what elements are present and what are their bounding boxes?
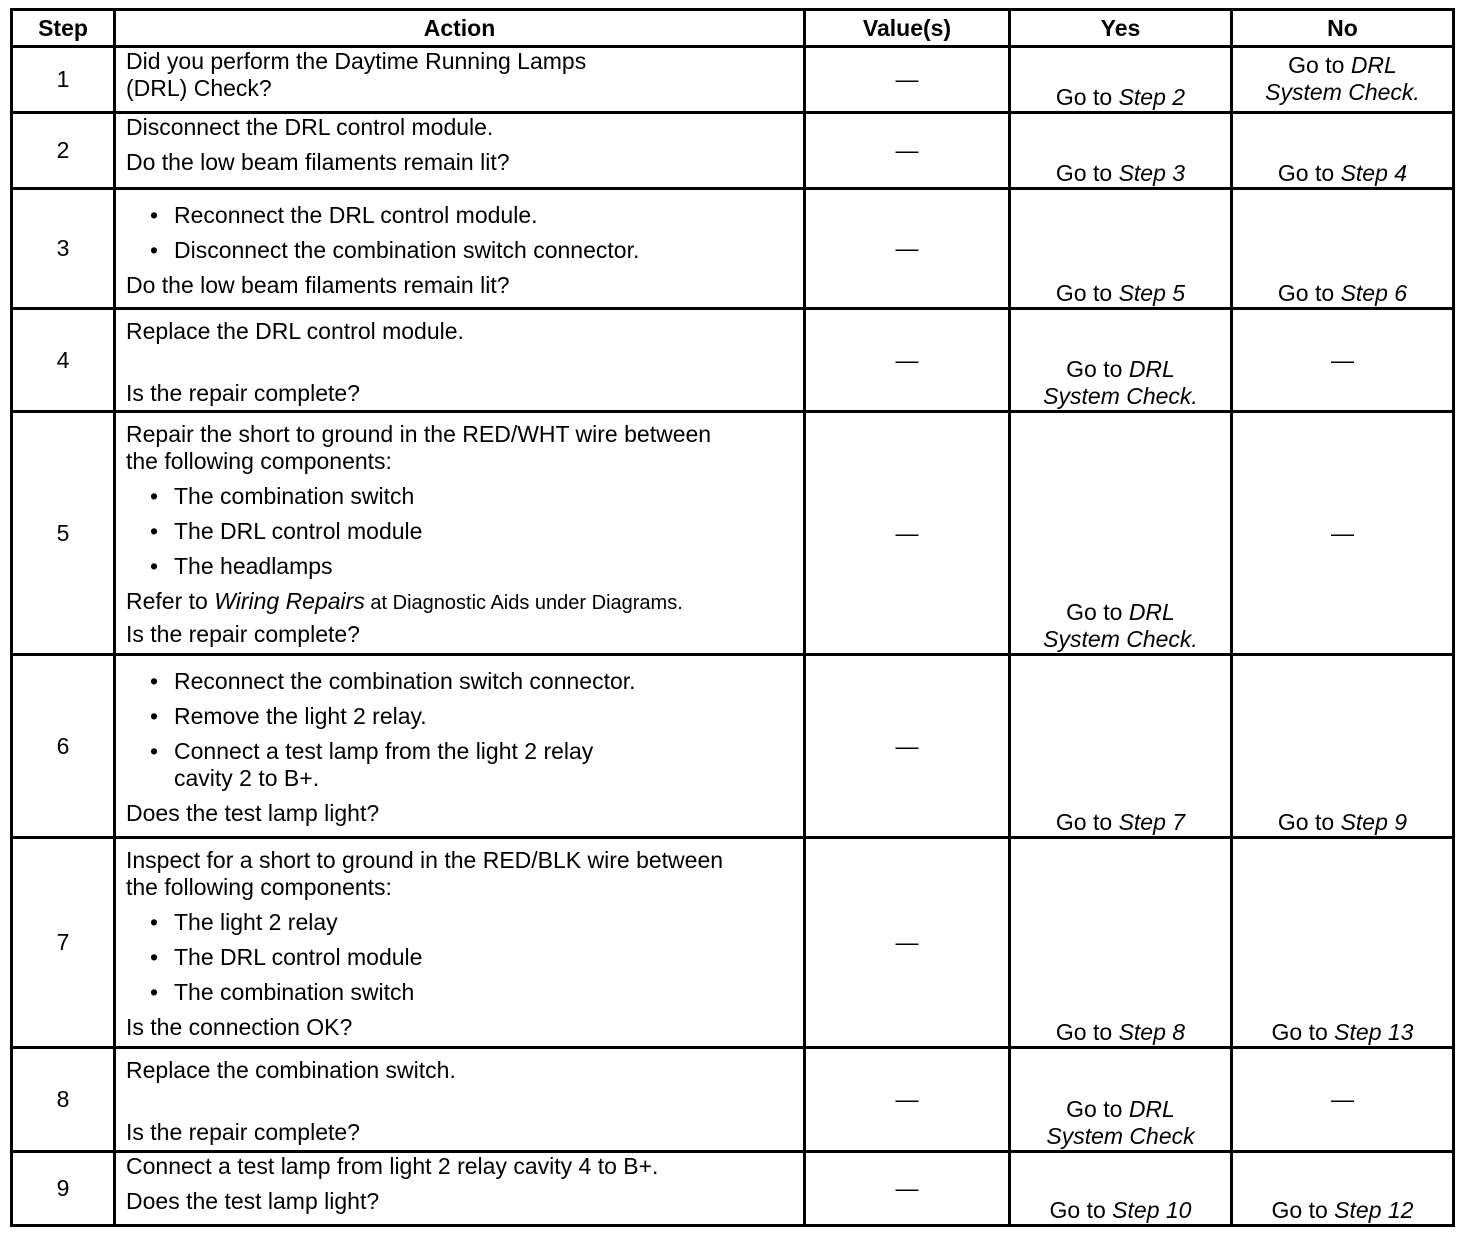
no-cell[interactable] xyxy=(1232,47,1454,113)
action-question: Does the test lamp light? xyxy=(126,1188,380,1214)
yes-cell[interactable] xyxy=(1010,1152,1232,1226)
no-cell[interactable] xyxy=(1232,655,1454,838)
bullet-item: • The DRL control module xyxy=(126,944,793,971)
action-text: Replace the DRL control module. xyxy=(126,318,464,344)
action-cell xyxy=(115,838,805,1048)
table-row xyxy=(12,412,1454,655)
step-number: 4 xyxy=(12,309,115,412)
table-row xyxy=(12,47,1454,113)
refer-prefix: Refer to xyxy=(126,588,215,614)
bullet-item: • The light 2 relay xyxy=(126,909,793,936)
bullet-item: • The DRL control module xyxy=(126,518,793,545)
yes-prefix: Go to xyxy=(1055,160,1119,186)
yes-cell[interactable] xyxy=(1010,189,1232,309)
table-row xyxy=(12,655,1454,838)
step-number: 5 xyxy=(12,412,115,655)
action-cell xyxy=(115,655,805,838)
value-cell: — xyxy=(805,1048,1010,1152)
bullet-item: • The combination switch xyxy=(126,979,793,1006)
action-text: the following components: xyxy=(126,448,392,474)
action-question: Is the repair complete? xyxy=(126,621,360,647)
action-question: Does the test lamp light? xyxy=(126,800,380,826)
value-cell: — xyxy=(805,113,1010,189)
action-cell xyxy=(115,1152,805,1226)
yes-link[interactable]: Step 10 xyxy=(1112,1197,1192,1223)
yes-link[interactable]: DRL xyxy=(1128,356,1175,382)
yes-cell[interactable] xyxy=(1010,309,1232,412)
action-cell xyxy=(115,412,805,655)
header-row xyxy=(12,10,1454,47)
no-prefix: Go to xyxy=(1277,809,1341,835)
table-row xyxy=(12,1048,1454,1152)
step-number: 2 xyxy=(12,113,115,189)
table-row xyxy=(12,309,1454,412)
action-question: Do the low beam filaments remain lit? xyxy=(126,149,510,175)
yes-prefix: Go to xyxy=(1049,1197,1113,1223)
yes-link[interactable]: Step 3 xyxy=(1118,160,1186,186)
header-yes: Yes xyxy=(1010,10,1232,47)
no-link[interactable]: Step 9 xyxy=(1340,809,1408,835)
yes-prefix: Go to xyxy=(1055,809,1119,835)
yes-cell[interactable] xyxy=(1010,655,1232,838)
step-number: 7 xyxy=(12,838,115,1048)
no-link[interactable]: Step 13 xyxy=(1334,1019,1414,1045)
yes-link[interactable]: DRL xyxy=(1128,599,1175,625)
refer-suffix: at Diagnostic Aids under Diagrams. xyxy=(364,592,683,614)
no-prefix: Go to xyxy=(1271,1197,1335,1223)
step-number: 3 xyxy=(12,189,115,309)
diagnostic-table xyxy=(10,8,1455,1227)
table-row xyxy=(12,838,1454,1048)
bullet-item: • Remove the light 2 relay. xyxy=(126,703,793,730)
bullet-item: • Disconnect the combination switch connector. xyxy=(126,237,793,264)
bullet-text: Connect a test lamp from the light 2 relay xyxy=(174,738,594,764)
no-cell[interactable] xyxy=(1232,189,1454,309)
action-cell xyxy=(115,1048,805,1152)
bullet-item: • The headlamps xyxy=(126,553,793,580)
value-cell: — xyxy=(805,189,1010,309)
action-cell xyxy=(115,47,805,113)
action-text: (DRL) Check? xyxy=(126,75,272,101)
action-text: Disconnect the DRL control module. xyxy=(126,114,494,140)
action-text: Did you perform the Daytime Running Lamps xyxy=(126,48,587,74)
action-text: the following components: xyxy=(126,874,392,900)
no-prefix: Go to xyxy=(1288,52,1351,78)
action-cell xyxy=(115,113,805,189)
value-cell: — xyxy=(805,47,1010,113)
action-question: Is the repair complete? xyxy=(126,380,360,406)
step-number: 9 xyxy=(12,1152,115,1226)
yes-link[interactable]: Step 8 xyxy=(1118,1019,1186,1045)
yes-link[interactable]: Step 2 xyxy=(1118,84,1186,110)
no-prefix: Go to xyxy=(1271,1019,1335,1045)
value-cell: — xyxy=(805,412,1010,655)
bullet-item xyxy=(126,738,793,792)
no-cell[interactable] xyxy=(1232,113,1454,189)
no-link[interactable]: System Check. xyxy=(1265,79,1420,105)
header-action: Action xyxy=(115,10,805,47)
no-prefix: Go to xyxy=(1277,280,1341,306)
header-no: No xyxy=(1232,10,1454,47)
yes-link[interactable]: Step 5 xyxy=(1118,280,1186,306)
action-cell xyxy=(115,309,805,412)
yes-cell[interactable] xyxy=(1010,47,1232,113)
value-cell: — xyxy=(805,1152,1010,1226)
bullet-item: • Reconnect the DRL control module. xyxy=(126,202,793,229)
yes-prefix: Go to xyxy=(1066,599,1129,625)
yes-prefix: Go to xyxy=(1066,356,1129,382)
table-row xyxy=(12,113,1454,189)
no-cell: — xyxy=(1232,412,1454,655)
header-values: Value(s) xyxy=(805,10,1010,47)
yes-prefix: Go to xyxy=(1066,1096,1129,1122)
action-question: Is the repair complete? xyxy=(126,1119,360,1145)
step-number: 1 xyxy=(12,47,115,113)
yes-link[interactable]: System Check. xyxy=(1043,626,1198,652)
no-cell: — xyxy=(1232,1048,1454,1152)
no-link[interactable]: DRL xyxy=(1350,52,1397,78)
yes-link[interactable]: DRL xyxy=(1128,1096,1175,1122)
value-cell: — xyxy=(805,309,1010,412)
header-step: Step xyxy=(12,10,115,47)
wiring-repairs-link[interactable]: Wiring Repairs xyxy=(214,588,365,614)
action-text: Repair the short to ground in the RED/WHT wire between xyxy=(126,421,712,447)
yes-link[interactable]: Step 7 xyxy=(1118,809,1186,835)
action-text: Connect a test lamp from light 2 relay cavity 4 to B+. xyxy=(126,1153,659,1179)
value-cell: — xyxy=(805,838,1010,1048)
no-prefix: Go to xyxy=(1277,160,1341,186)
yes-cell[interactable] xyxy=(1010,113,1232,189)
yes-prefix: Go to xyxy=(1055,280,1119,306)
yes-prefix: Go to xyxy=(1055,1019,1119,1045)
no-link[interactable]: Step 6 xyxy=(1340,280,1408,306)
refer-text xyxy=(126,588,793,617)
yes-cell[interactable] xyxy=(1010,1048,1232,1152)
no-cell: — xyxy=(1232,309,1454,412)
table-row xyxy=(12,1152,1454,1226)
step-number: 6 xyxy=(12,655,115,838)
yes-prefix: Go to xyxy=(1055,84,1119,110)
no-link[interactable]: Step 4 xyxy=(1340,160,1408,186)
action-question: Do the low beam filaments remain lit? xyxy=(126,272,510,298)
bullet-text: cavity 2 to B+. xyxy=(174,765,320,791)
yes-cell[interactable] xyxy=(1010,838,1232,1048)
yes-link[interactable]: System Check xyxy=(1046,1123,1195,1149)
no-link[interactable]: Step 12 xyxy=(1334,1197,1414,1223)
yes-link[interactable]: System Check. xyxy=(1043,383,1198,409)
action-question: Is the connection OK? xyxy=(126,1014,353,1040)
action-text: Replace the combination switch. xyxy=(126,1057,456,1083)
step-number: 8 xyxy=(12,1048,115,1152)
value-cell: — xyxy=(805,655,1010,838)
bullet-item: • The combination switch xyxy=(126,483,793,510)
action-text: Inspect for a short to ground in the RED/BLK wire between xyxy=(126,847,724,873)
action-cell xyxy=(115,189,805,309)
no-cell[interactable] xyxy=(1232,1152,1454,1226)
no-cell[interactable] xyxy=(1232,838,1454,1048)
bullet-item: • Reconnect the combination switch connector. xyxy=(126,668,793,695)
table-row xyxy=(12,189,1454,309)
yes-cell[interactable] xyxy=(1010,412,1232,655)
